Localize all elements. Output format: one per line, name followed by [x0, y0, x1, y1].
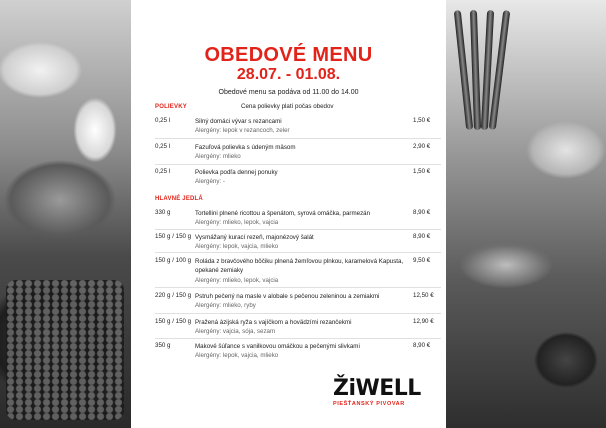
item-quantity: 330 g [155, 209, 171, 216]
section-soups: POLIEVKY [155, 104, 187, 110]
logo-brand: ŽiWELL [333, 376, 421, 401]
beans-basket-image [6, 280, 124, 420]
divider [155, 313, 441, 314]
divider [155, 164, 441, 165]
item-allergens: Alergény: - [195, 178, 225, 185]
menu-dates: 28.07. - 01.08. [236, 66, 341, 83]
item-name: Pražená ázijská ryža s vajíčkom a hovädzími rezančekmi [195, 319, 352, 326]
food-photo-right [446, 0, 606, 428]
item-price: 12,90 € [413, 318, 434, 325]
item-allergens: Alergény: lepok, vajcia, mlieko [195, 352, 279, 359]
asparagus-image [470, 10, 481, 130]
soup-price-note: Cena polievky platí počas obedov [241, 103, 334, 110]
menu-title: OBEDOVÉ MENU [204, 44, 373, 66]
item-allergens: Alergény: mlieko, lepok, vajcia [195, 277, 279, 284]
item-quantity: 150 g / 100 g [155, 257, 192, 264]
item-price: 1,50 € [413, 117, 431, 124]
brewery-logo [333, 378, 428, 407]
serving-hours: Obedové menu sa podáva od 11.00 do 14.00 [218, 89, 359, 96]
item-quantity: 150 g / 150 g [155, 233, 192, 240]
item-name: Vysmážaný kurací rezeň, majonézový šalát [195, 234, 314, 241]
item-price: 1,50 € [413, 168, 431, 175]
item-name: Makové šúľance s vanilkovou omáčkou a pečenými slivkami [195, 343, 360, 350]
menu-card [131, 0, 446, 428]
item-price: 2,90 € [413, 143, 431, 150]
item-quantity: 150 g / 150 g [155, 318, 192, 325]
item-price: 12,50 € [413, 292, 434, 299]
item-allergens: Alergény: mlieko, lepok, vajcia [195, 219, 279, 226]
item-allergens: Alergény: mlieko [195, 153, 241, 160]
item-allergens: Alergény: lepok, vajcia, mlieko [195, 243, 279, 250]
divider [155, 338, 441, 339]
section-mains: HLAVNÉ JEDLÁ [155, 196, 203, 202]
item-quantity: 0,25 l [155, 143, 171, 150]
item-allergens: Alergény: vajcia, sója, sezam [195, 328, 276, 335]
item-quantity: 0,25 l [155, 168, 171, 175]
item-price: 8,90 € [413, 233, 431, 240]
item-quantity: 220 g / 150 g [155, 292, 192, 299]
item-allergens: Alergény: mlieko, ryby [195, 302, 256, 309]
item-name: Fazuľová polievka s údeným mäsom [195, 144, 296, 151]
item-price: 8,90 € [413, 342, 431, 349]
divider [155, 229, 441, 230]
food-photo-left [0, 0, 131, 428]
item-name: Pstruh pečený na masle v alobale s pečenou zeleninou a zemiakmi [195, 293, 380, 300]
item-allergens: Alergény: lepok v rezancoch, zeler [195, 127, 290, 134]
item-name: Tortellini plnené ricottou a špenátom, syrová omáčka, parmezán [195, 210, 371, 217]
item-quantity: 0,25 l [155, 117, 171, 124]
item-price: 8,90 € [413, 209, 431, 216]
item-quantity: 350 g [155, 342, 171, 349]
item-name: Polievka podľa dennej ponuky [195, 169, 278, 176]
item-name: Silný domáci vývar s rezancami [195, 118, 282, 125]
divider [155, 287, 441, 288]
divider [155, 138, 441, 139]
item-name: Roláda z bravčového bôčiku plnená žemľovou plnkou, karamelová Kapusta, opekané zemiaky [195, 258, 404, 274]
divider [155, 252, 441, 253]
item-price: 9,50 € [413, 257, 431, 264]
logo-tagline: PIEŠŤANSKÝ PIVOVAR [333, 401, 405, 407]
